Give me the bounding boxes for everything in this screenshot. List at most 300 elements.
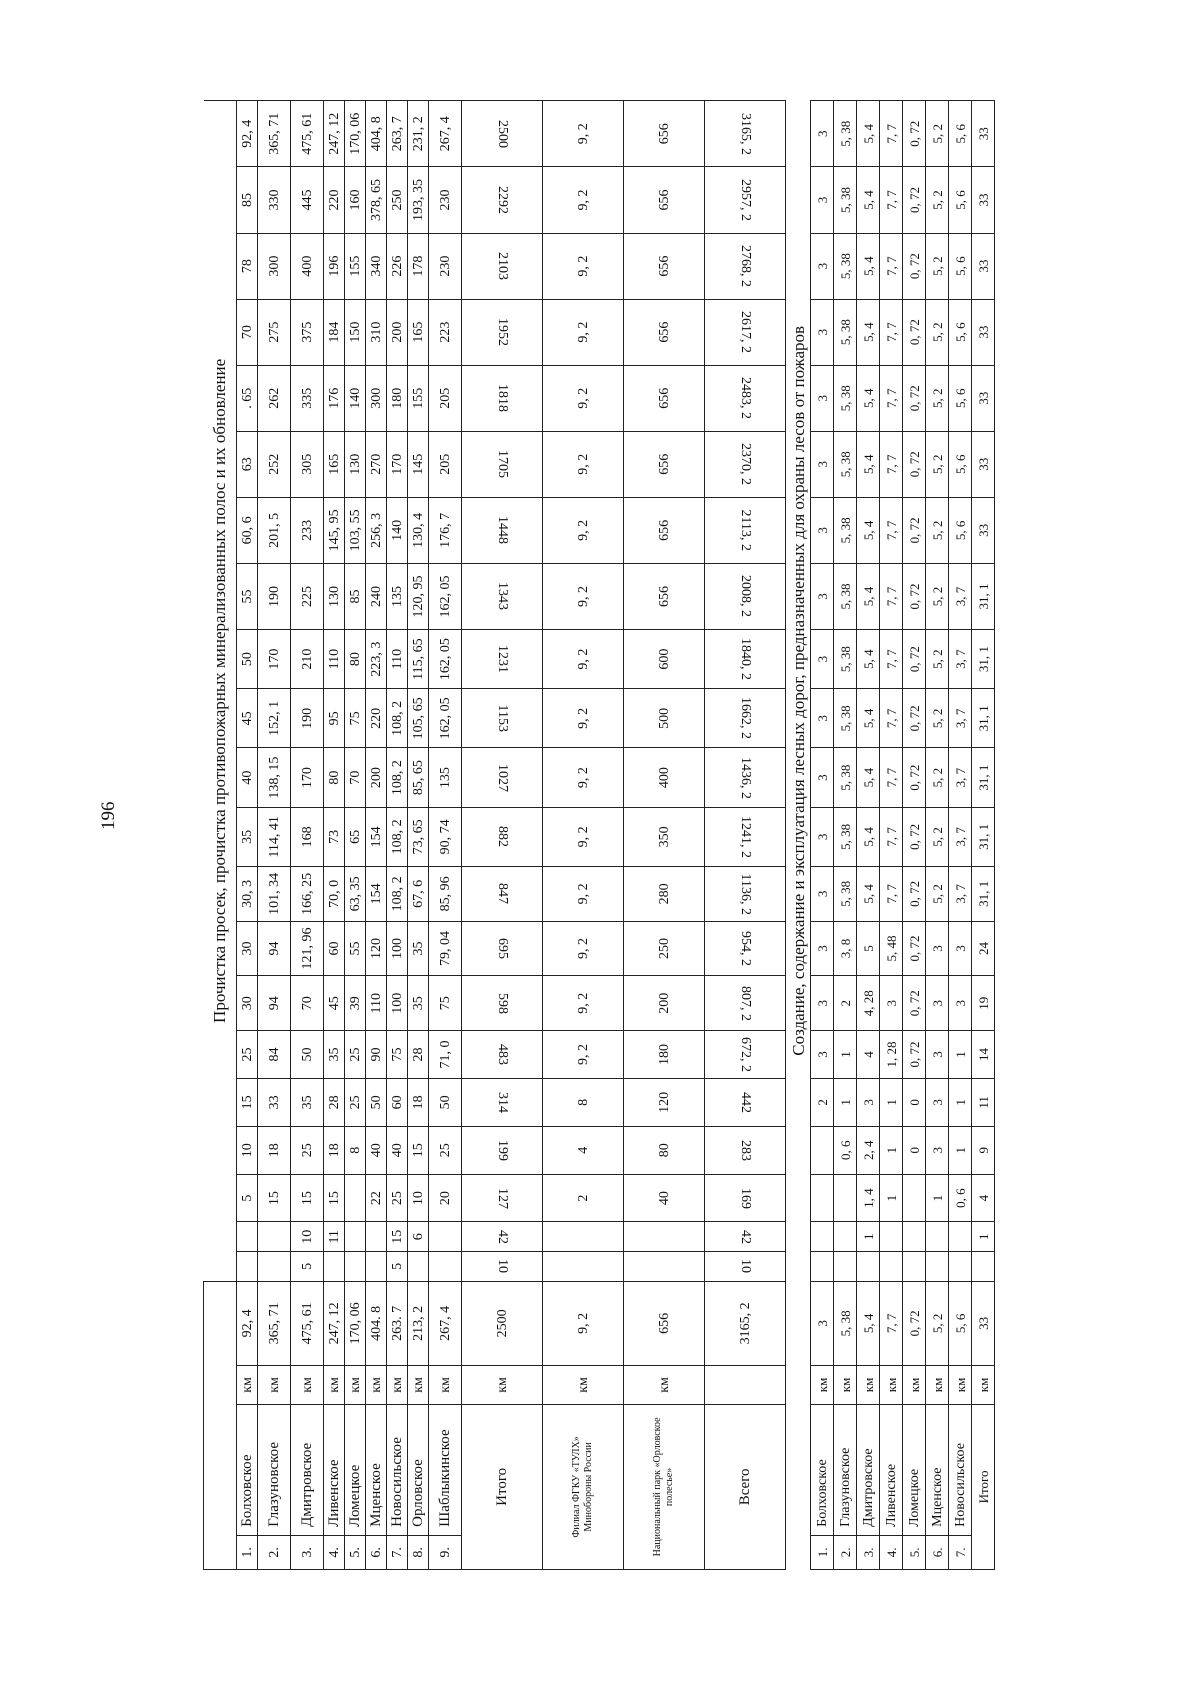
cell-value: 25 — [437, 1143, 453, 1158]
year-cell — [324, 1078, 345, 1126]
row-name: Итого — [972, 1404, 995, 1569]
cell-value: 9, 2 — [575, 453, 591, 475]
year-cell — [408, 497, 429, 563]
year-cell — [624, 299, 705, 365]
cell-value: 3 — [814, 890, 830, 898]
cell-value: 18 — [326, 1143, 342, 1158]
table-row — [972, 101, 995, 1570]
cell-value: 3 — [929, 945, 945, 952]
row-name: Ломецкое — [345, 1404, 366, 1535]
year-cell — [237, 563, 258, 629]
year-cell — [291, 1174, 324, 1222]
year-cell — [811, 629, 834, 688]
year-cell — [880, 1252, 903, 1282]
year-cell — [387, 365, 408, 431]
cell-value: 0 — [906, 1146, 922, 1154]
year-cell — [258, 629, 291, 688]
cell-value: 0, 72 — [906, 186, 922, 213]
cell-value: 275 — [266, 321, 282, 343]
year-cell — [258, 1078, 291, 1126]
cell-value: 5, 38 — [837, 583, 853, 610]
year-cell — [624, 563, 705, 629]
cell-value: 223 — [437, 321, 453, 343]
year-cell — [949, 1252, 972, 1282]
year-cell — [237, 1252, 258, 1282]
year-cell — [624, 807, 705, 866]
cell-value: 78 — [239, 259, 255, 274]
cell-value: 35 — [410, 996, 426, 1011]
section2-title: Создание, содержание и эксплуатация лесных дорог, предназначенных для охраны лесов от пожаров — [786, 101, 811, 1282]
year-cell — [462, 748, 543, 807]
year-cell — [811, 1031, 834, 1079]
year-cell — [237, 233, 258, 299]
cell-value: 31, 1 — [975, 705, 991, 732]
year-cell — [429, 748, 462, 807]
cell-value: 656 — [656, 519, 672, 541]
row-unit: км — [834, 1366, 857, 1405]
row-number: 4. — [324, 1535, 345, 1569]
year-cell — [291, 976, 324, 1031]
cell-value: 3 — [814, 999, 830, 1007]
table-row — [387, 101, 408, 1570]
year-cell — [811, 748, 834, 807]
year-cell — [291, 1126, 324, 1174]
cell-value: 1705 — [494, 450, 510, 479]
cell-value: 190 — [266, 585, 282, 607]
cell-value: 5, 6 — [952, 388, 968, 408]
cell-value: 3 — [929, 1051, 945, 1058]
year-cell — [543, 233, 624, 299]
cell-value: 10 — [494, 1259, 510, 1274]
cell-value: 63 — [239, 457, 255, 472]
year-cell — [903, 1031, 926, 1079]
cell-value: 2103 — [494, 252, 510, 281]
cell-value: 80 — [326, 770, 342, 785]
cell-value: 598 — [494, 992, 510, 1014]
cell-value: 176, 7 — [437, 512, 453, 548]
cell-value: 25 — [347, 1047, 363, 1062]
cell-value: 154 — [368, 826, 384, 848]
year-cell — [408, 1126, 429, 1174]
year-cell — [345, 866, 366, 921]
year-cell — [543, 866, 624, 921]
year-cell — [387, 921, 408, 976]
cell-value: 5, 4 — [860, 649, 876, 669]
year-cell — [291, 807, 324, 866]
year-cell — [624, 921, 705, 976]
year-cell — [258, 866, 291, 921]
year-cell — [345, 1031, 366, 1079]
cell-value: 15 — [266, 1191, 282, 1206]
cell-value: 5, 6 — [952, 256, 968, 276]
cell-value: 45 — [326, 996, 342, 1011]
year-cell — [903, 497, 926, 563]
cell-value: 4 — [860, 1051, 876, 1058]
row-total: 213, 2 — [408, 1281, 429, 1365]
cell-value: 3, 7 — [952, 827, 968, 847]
row-number: 7. — [387, 1535, 408, 1569]
cell-value: 5, 38 — [837, 705, 853, 732]
cell-value: 5 — [389, 1262, 405, 1270]
cell-value: 50 — [239, 652, 255, 667]
cell-value: 3 — [814, 833, 830, 841]
row-total: 5, 6 — [949, 1281, 972, 1365]
cell-value: 19 — [975, 996, 991, 1010]
year-cell — [834, 748, 857, 807]
year-cell — [429, 1031, 462, 1079]
cell-value: 3, 7 — [952, 708, 968, 729]
cell-value: 263, 7 — [389, 116, 405, 152]
table-row — [949, 101, 972, 1570]
year-cell — [624, 1126, 705, 1174]
cell-value: 75 — [437, 996, 453, 1011]
year-cell — [903, 921, 926, 976]
cell-value: 108, 2 — [389, 700, 405, 736]
cell-value: 3 — [814, 130, 830, 137]
cell-value: 1 — [883, 1146, 899, 1154]
cell-value: 127 — [494, 1187, 510, 1209]
cell-value: 0, 72 — [906, 451, 922, 478]
year-cell — [880, 689, 903, 748]
cell-value: 5, 48 — [883, 935, 899, 962]
year-cell — [324, 233, 345, 299]
year-cell — [387, 431, 408, 497]
row-unit: км — [237, 1366, 258, 1405]
cell-value: 5, 2 — [929, 123, 945, 144]
cell-value: 165 — [410, 321, 426, 343]
year-cell — [972, 431, 995, 497]
year-cell — [387, 233, 408, 299]
cell-value: 33 — [975, 523, 991, 537]
year-cell — [237, 1078, 258, 1126]
cell-value: 7, 7 — [883, 827, 899, 847]
cell-value: 5, 38 — [837, 186, 853, 213]
year-cell — [258, 431, 291, 497]
year-cell — [926, 689, 949, 748]
cell-value: 7, 7 — [883, 767, 899, 788]
cell-value: 79, 04 — [437, 931, 453, 967]
year-cell — [408, 1222, 429, 1252]
cell-value: 9 — [975, 1146, 991, 1154]
cell-value: 199 — [494, 1139, 510, 1161]
year-cell — [258, 563, 291, 629]
year-cell — [543, 748, 624, 807]
year-cell — [972, 1222, 995, 1252]
row-name: Орловское — [408, 1404, 429, 1535]
year-cell — [237, 1126, 258, 1174]
year-cell — [345, 101, 366, 167]
cell-value: 0, 72 — [906, 764, 922, 791]
cell-value: 5, 2 — [929, 520, 945, 541]
cell-value: 1 — [837, 1099, 853, 1106]
year-cell — [926, 563, 949, 629]
row-total: 365, 71 — [258, 1281, 291, 1365]
year-cell — [543, 921, 624, 976]
year-cell — [972, 921, 995, 976]
year-cell — [429, 233, 462, 299]
cell-value: 9, 2 — [575, 648, 591, 670]
table-row — [237, 101, 258, 1570]
year-cell — [237, 365, 258, 431]
row-unit: км — [291, 1366, 324, 1405]
cell-value: 7, 7 — [883, 708, 899, 729]
cell-value: 1 — [929, 1194, 945, 1202]
year-cell — [462, 1174, 543, 1222]
row-number: 6. — [366, 1535, 387, 1569]
year-cell — [903, 233, 926, 299]
year-cell — [624, 167, 705, 233]
year-cell — [857, 365, 880, 431]
year-cell — [543, 1078, 624, 1126]
cell-value: 1153 — [494, 704, 510, 733]
cell-value: 442 — [737, 1091, 753, 1113]
cell-value: 0, 72 — [906, 583, 922, 610]
year-cell — [462, 497, 543, 563]
cell-value: 5, 2 — [929, 190, 945, 210]
cell-value: 3 — [860, 1099, 876, 1106]
year-cell — [926, 101, 949, 167]
cell-value: 84 — [266, 1047, 282, 1062]
year-cell — [972, 976, 995, 1031]
year-cell — [324, 1174, 345, 1222]
year-cell — [834, 299, 857, 365]
year-cell — [949, 1174, 972, 1222]
row-total: 247, 12 — [324, 1281, 345, 1365]
cell-value: 2768, 2 — [737, 245, 753, 288]
cell-value: 162, 05 — [437, 575, 453, 618]
year-cell — [258, 689, 291, 748]
year-cell — [811, 921, 834, 976]
row-number: 2. — [258, 1535, 291, 1569]
cell-value: 1436, 2 — [737, 756, 753, 799]
row-name: Болховское — [237, 1404, 258, 1535]
year-cell — [324, 689, 345, 748]
row-total: 0, 72 — [903, 1281, 926, 1365]
year-cell — [972, 299, 995, 365]
cell-value: 3 — [883, 999, 899, 1007]
cell-value: 283 — [737, 1139, 753, 1161]
year-cell — [291, 563, 324, 629]
cell-value: 656 — [656, 387, 672, 409]
year-cell — [903, 365, 926, 431]
year-cell — [429, 1126, 462, 1174]
cell-value: 1241, 2 — [737, 815, 753, 858]
year-cell — [926, 1126, 949, 1174]
cell-value: 42 — [737, 1229, 753, 1244]
year-cell — [408, 1252, 429, 1282]
cell-value: 2 — [837, 999, 853, 1007]
year-cell — [408, 748, 429, 807]
row-unit: км — [324, 1366, 345, 1405]
row-name: Итого — [462, 1404, 543, 1569]
row-unit: км — [429, 1366, 462, 1405]
year-cell — [429, 563, 462, 629]
cell-value: 5, 38 — [837, 764, 853, 791]
year-cell — [624, 233, 705, 299]
year-cell — [366, 1174, 387, 1222]
cell-value: 1840, 2 — [737, 638, 753, 681]
cell-value: 65 — [347, 829, 363, 844]
year-cell — [926, 299, 949, 365]
rotated-document — [203, 100, 995, 1570]
cell-value: 0, 72 — [906, 646, 922, 673]
year-cell — [972, 101, 995, 167]
cell-value: 101, 34 — [266, 872, 282, 915]
cell-value: 40 — [368, 1143, 384, 1158]
year-cell — [408, 431, 429, 497]
year-cell — [429, 689, 462, 748]
cell-value: 1 — [952, 1146, 968, 1154]
cell-value: 60 — [326, 941, 342, 956]
cell-value: 205 — [437, 453, 453, 475]
cell-value: 30, 3 — [239, 879, 255, 908]
year-cell — [345, 1222, 366, 1252]
row-name: Дмитровское — [291, 1404, 324, 1535]
year-cell — [408, 365, 429, 431]
row-unit: км — [543, 1366, 624, 1405]
year-cell — [880, 233, 903, 299]
cell-value: 25 — [239, 1047, 255, 1062]
cell-value: 882 — [494, 826, 510, 848]
cell-value: 483 — [494, 1043, 510, 1065]
year-cell — [258, 976, 291, 1031]
cell-value: 35 — [299, 1095, 315, 1110]
cell-value: 5, 4 — [860, 322, 876, 342]
year-cell — [429, 431, 462, 497]
cell-value: 10 — [410, 1191, 426, 1206]
cell-value: 33 — [975, 457, 991, 471]
cell-value: 5, 4 — [860, 123, 876, 144]
year-cell — [462, 866, 543, 921]
year-cell — [543, 689, 624, 748]
row-total: 475, 61 — [291, 1281, 324, 1365]
year-cell — [857, 1252, 880, 1282]
cell-value: 25 — [299, 1143, 315, 1158]
cell-value: 300 — [266, 255, 282, 277]
year-cell — [366, 431, 387, 497]
cell-value: . 65 — [239, 387, 255, 409]
year-cell — [324, 299, 345, 365]
cell-value: 176 — [326, 387, 342, 409]
cell-value: 2 — [575, 1194, 591, 1202]
year-cell — [880, 167, 903, 233]
year-cell — [857, 689, 880, 748]
row-name: Ломецкое — [903, 1404, 926, 1535]
cell-value: 9, 2 — [575, 826, 591, 848]
year-cell — [291, 1222, 324, 1252]
year-cell — [462, 1126, 543, 1174]
cell-value: 35 — [326, 1047, 342, 1062]
cell-value: 1448 — [494, 516, 510, 545]
cell-value: 138, 15 — [266, 756, 282, 799]
year-cell — [345, 497, 366, 563]
cell-value: 1343 — [494, 582, 510, 611]
year-cell — [324, 431, 345, 497]
cell-value: 1 — [975, 1233, 991, 1241]
year-cell — [258, 497, 291, 563]
year-cell — [811, 1126, 834, 1174]
cell-value: 4 — [575, 1146, 591, 1154]
year-cell — [834, 1126, 857, 1174]
year-cell — [926, 866, 949, 921]
cell-value: 9, 2 — [575, 519, 591, 541]
cell-value: 0, 72 — [906, 120, 922, 147]
cell-value: 110 — [389, 648, 405, 670]
year-cell — [462, 563, 543, 629]
cell-value: 140 — [389, 519, 405, 541]
row-name: Мценское — [366, 1404, 387, 1535]
cell-value: 2, 4 — [860, 1140, 876, 1160]
year-cell — [903, 167, 926, 233]
cell-value: 33 — [975, 325, 991, 339]
year-cell — [880, 431, 903, 497]
cell-value: 200 — [656, 992, 672, 1014]
year-cell — [345, 1126, 366, 1174]
year-cell — [880, 1174, 903, 1222]
year-cell — [857, 1078, 880, 1126]
cell-value: 5, 2 — [929, 388, 945, 408]
table-row — [324, 101, 345, 1570]
year-cell — [543, 431, 624, 497]
fire-protection-table — [203, 100, 995, 1570]
cell-value: 50 — [437, 1095, 453, 1110]
year-cell — [291, 497, 324, 563]
cell-value: 4, 28 — [860, 990, 876, 1017]
year-cell — [705, 167, 786, 233]
row-total: 92, 4 — [237, 1281, 258, 1365]
year-cell — [387, 629, 408, 688]
cell-value: 210 — [299, 648, 315, 670]
cell-value: 3 — [814, 461, 830, 468]
year-cell — [972, 167, 995, 233]
cell-value: 31, 1 — [975, 583, 991, 610]
cell-value: 656 — [656, 585, 672, 607]
year-cell — [857, 101, 880, 167]
year-cell — [811, 807, 834, 866]
table-row — [345, 101, 366, 1570]
row-total: 5, 2 — [926, 1281, 949, 1365]
cell-value: 100 — [389, 992, 405, 1014]
cell-value: 170 — [299, 767, 315, 789]
year-cell — [949, 807, 972, 866]
row-name: Всего — [705, 1404, 786, 1569]
year-cell — [926, 497, 949, 563]
table-row — [258, 101, 291, 1570]
table-row — [811, 101, 834, 1570]
cell-value: 5, 6 — [952, 520, 968, 541]
year-cell — [624, 365, 705, 431]
row-unit: км — [949, 1366, 972, 1405]
cell-value: 95 — [326, 711, 342, 726]
row-unit: км — [387, 1366, 408, 1405]
cell-value: 18 — [266, 1143, 282, 1158]
cell-value: 2483, 2 — [737, 377, 753, 420]
cell-value: 695 — [494, 938, 510, 960]
cell-value: 3, 7 — [952, 649, 968, 669]
cell-value: 31, 1 — [975, 880, 991, 907]
year-cell — [291, 629, 324, 688]
year-cell — [345, 233, 366, 299]
cell-value: 184 — [326, 321, 342, 343]
cell-value: 160 — [347, 189, 363, 211]
table-row — [543, 101, 624, 1570]
year-cell — [834, 689, 857, 748]
cell-value: 145, 95 — [326, 509, 342, 552]
cell-value: 5, 2 — [929, 884, 945, 904]
year-cell — [880, 866, 903, 921]
year-cell — [903, 1078, 926, 1126]
cell-value: 190 — [299, 707, 315, 729]
